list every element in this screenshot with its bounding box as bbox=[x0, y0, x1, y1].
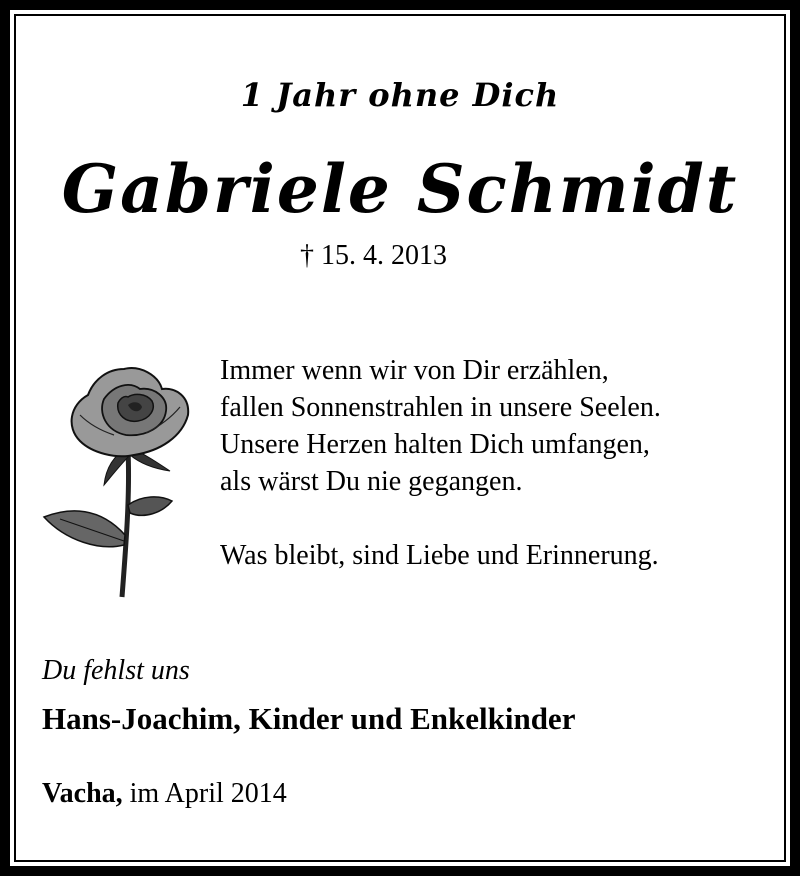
date-line: im April 2014 bbox=[122, 778, 287, 809]
mourners: Hans-Joachim, Kinder und Enkelkinder bbox=[42, 701, 576, 736]
poem-line: als wärst Du nie gegangen. bbox=[220, 466, 523, 497]
poem-line: fallen Sonnenstrahlen in unsere Seelen. bbox=[220, 392, 661, 423]
rose-icon bbox=[30, 355, 200, 600]
deceased-name: Gabriele Schmidt bbox=[61, 150, 739, 228]
poem bbox=[220, 352, 661, 574]
place: Vacha, bbox=[42, 778, 123, 809]
death-date: † 15. 4. 2013 bbox=[300, 240, 447, 271]
place-date-line bbox=[42, 778, 287, 810]
headline: 1 Jahr ohne Dich bbox=[240, 76, 560, 114]
poem-gap bbox=[220, 500, 661, 537]
poem-line: Immer wenn wir von Dir erzählen, bbox=[220, 355, 609, 386]
poem-line: Unsere Herzen halten Dich umfangen, bbox=[220, 429, 650, 460]
poem-closing: Was bleibt, sind Liebe und Erinnerung. bbox=[220, 540, 659, 571]
missing-text: Du fehlst uns bbox=[42, 655, 190, 686]
